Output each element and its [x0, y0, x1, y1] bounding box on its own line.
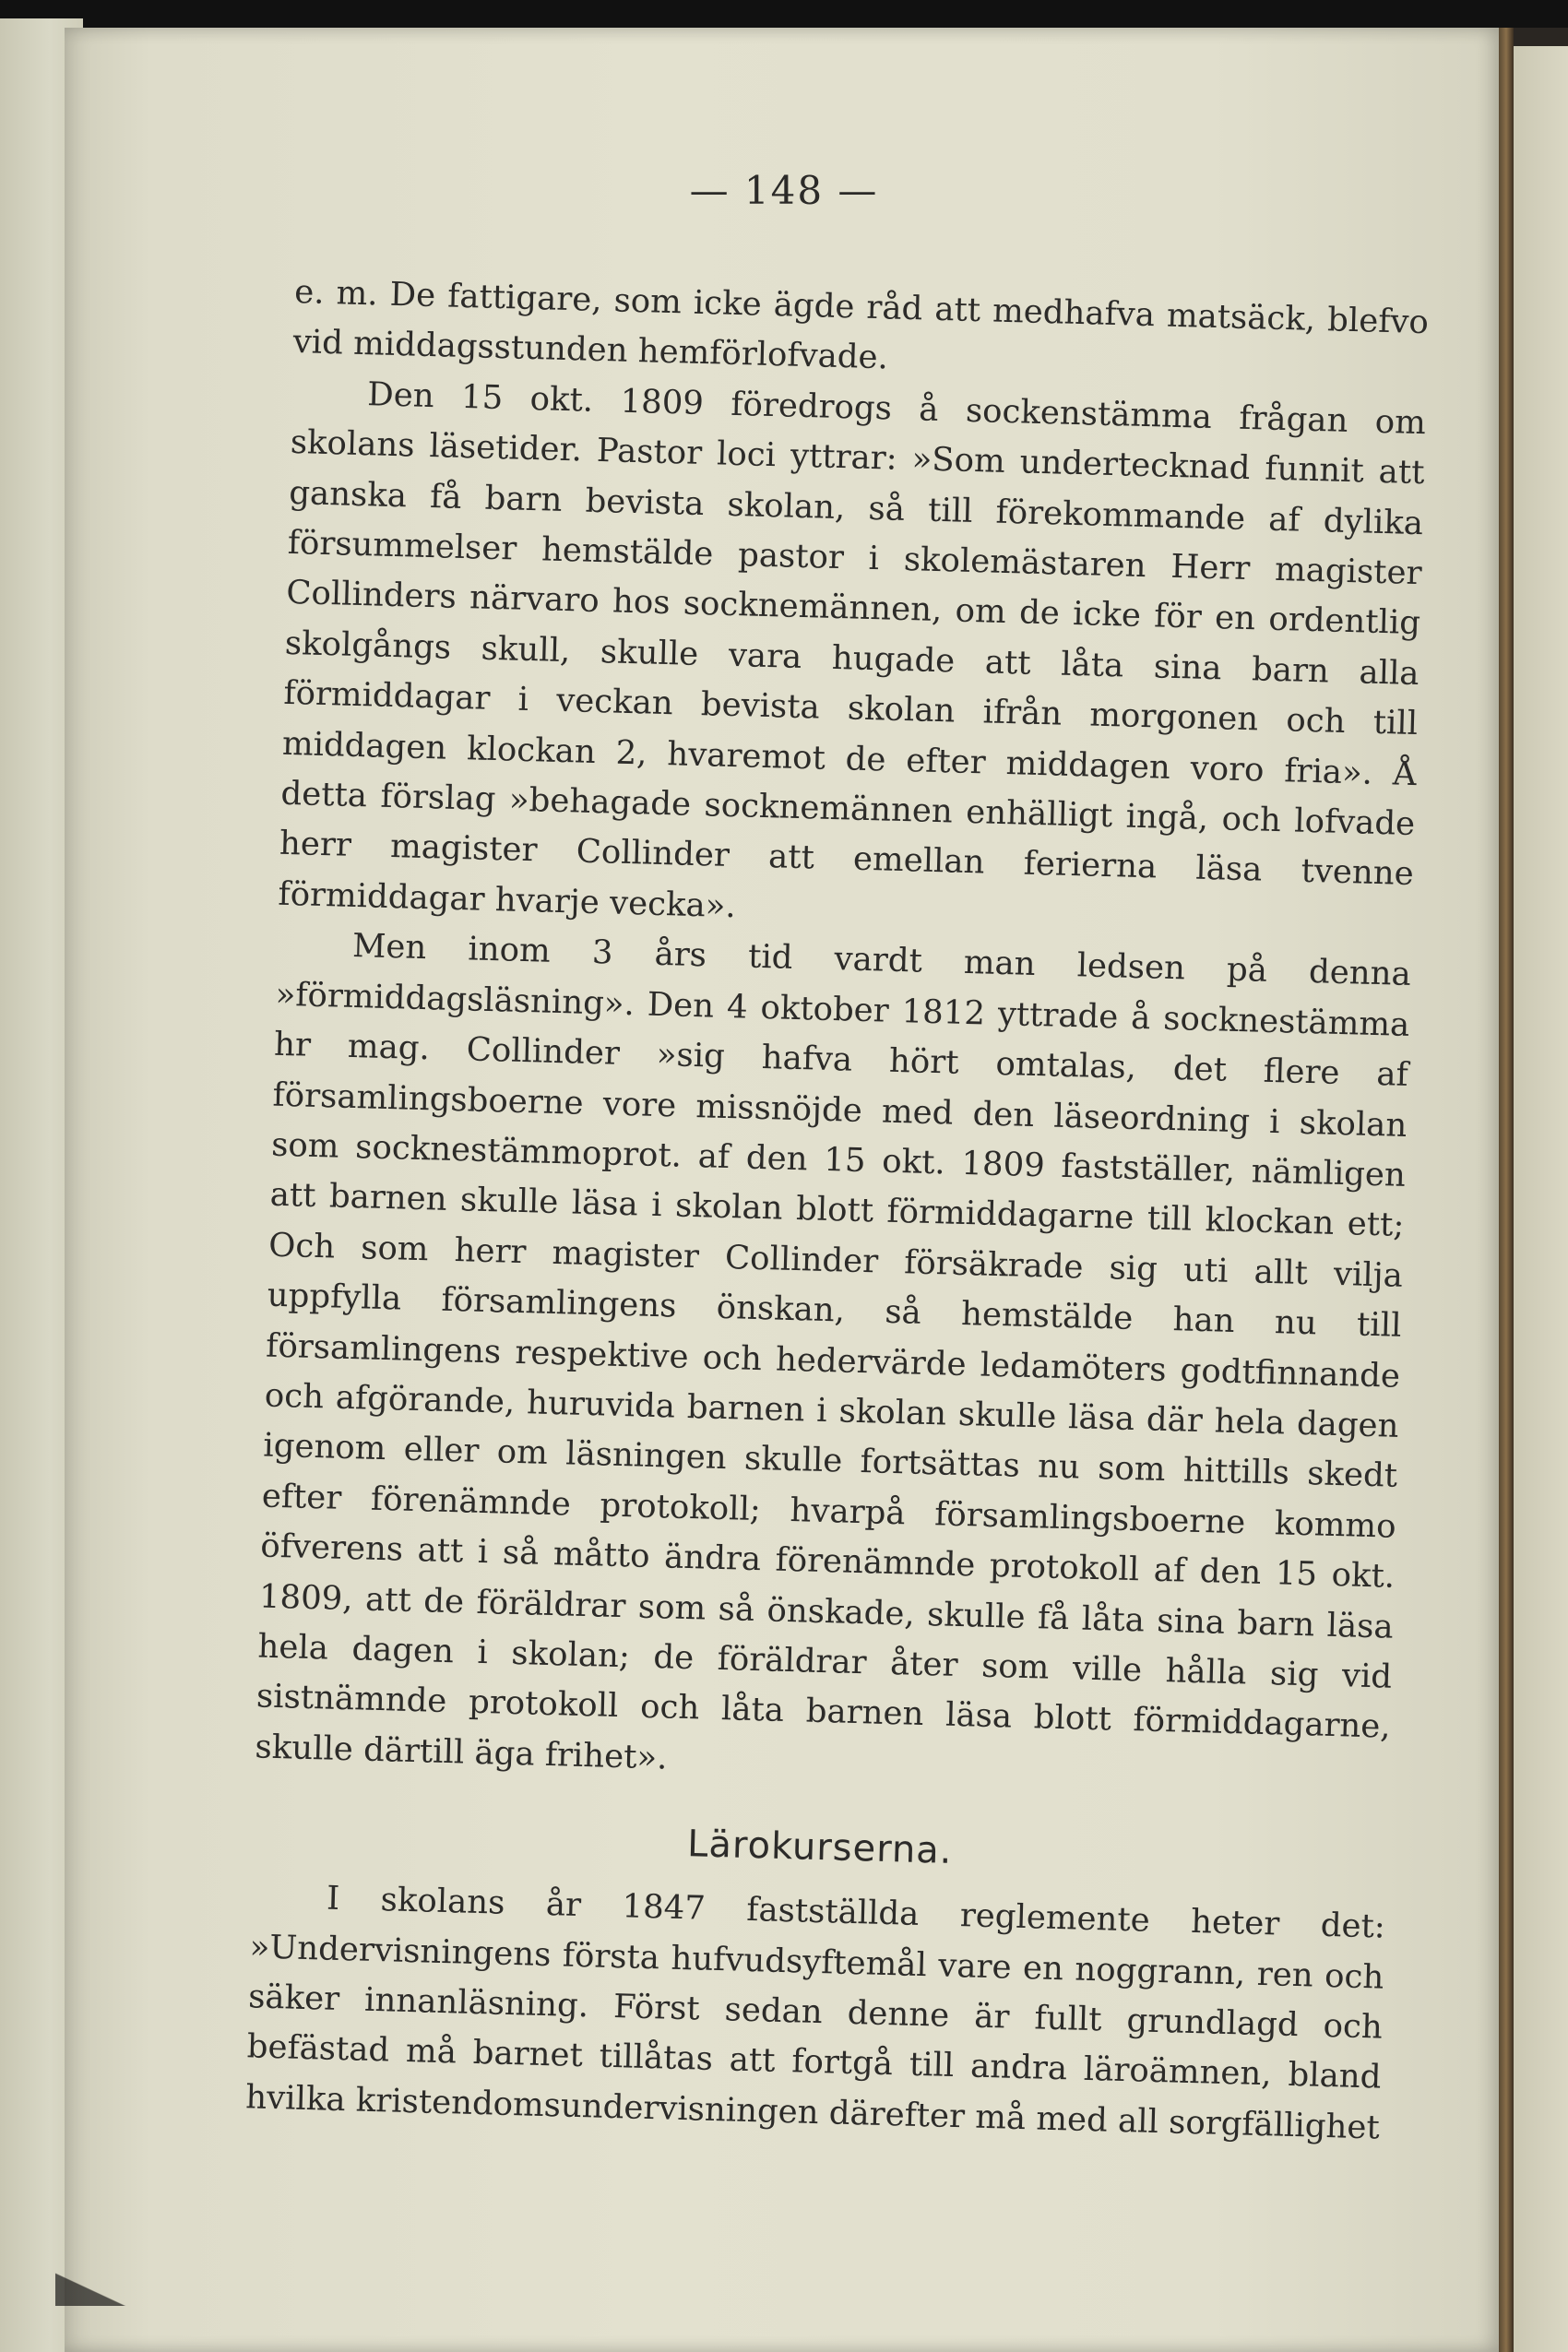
paragraph-continuation: e. m. De fattigare, som icke ägde råd att medhafva matsäck, blefvo vid middagsstunden hemförlofvade.: [292, 272, 1430, 377]
section-paragraph: I skolans år 1847 fastställda reglemente heter det: »Undervisningens första hufvudsyftemål vare en noggrann, ren och säker innanläsning. Först sedan denne är fullt grundlagd och befästad må barnet tillåtas att fortgå till andra läroämnen, bland hvilka kristendomsundervisningen därefter må med all sorgfällighet: [244, 1879, 1386, 2147]
section-heading: Lärokurserna.: [686, 1823, 954, 1873]
adjacent-page-edge: [1514, 46, 1568, 2352]
page-number: — 148 —: [689, 168, 879, 213]
book-gutter: [1499, 28, 1514, 2352]
scan-top-edge: [0, 0, 1568, 28]
paragraph-1809: Den 15 okt. 1809 föredrogs å sockenstämma frågan om skolans läsetider. Pastor loci yttrar: »Som undertecknad funnit att ganska få barn bevista skolan, så till förekommande af dylika försummelser hemstälde pastor i skolemästaren Herr magister Collinders närvaro hos socknemännen, om de icke för en ordentlig skolgångs skull, skulle vara hugade att låta sina barn alla förmiddagar i veckan bevista skolan ifrån morgonen och till middagen klockan 2, hvaremot de efter middagen voro fria». Å detta förslag »behagade socknemännen enhälligt ingå, och lofvade herr magister Collinder att emellan ferierna läsa tvenne förmiddagar hvarje vecka».: [278, 374, 1427, 926]
scan-corner-shadow: [55, 2251, 166, 2306]
paragraph-1812: Men inom 3 års tid vardt man ledsen på denna »förmiddagsläsning». Den 4 oktober 1812 yttrade å socknestämma hr mag. Collinder »sig hafva hört omtalas, det flere af församlingsboerne vore missnöjde med den läseordning i skolan som socknestämmoprot. af den 15 okt. 1809 fastställer, nämligen att barnen skulle läsa i skolan blott förmiddagarne till klockan ett; Och som herr magister Collinder försäkrade sig uti allt vilja uppfylla församlingens önskan, så hemstälde han nu till församlingens respektive och hedervärde ledamöters godtfinnande och afgörande, huruvida barnen i skolan skulle läsa där hela dagen igenom eller om läsningen skulle fortsättas nu som hittills skedt efter förenämnde protokoll; hvarpå församlingsboerne kommo öfverens att i så måtto ändra förenämnde protokoll af den 15 okt. 1809, att de föräldrar som så önskade, skulle få låta sina barn läsa hela dagen i skolan; de föräldrar åter som ville hålla sig vid sistnämnde protokoll och låta barnen läsa blott förmiddagarne, skulle därtill äga frihet».: [255, 927, 1412, 1777]
body-text: [245, 267, 1430, 2154]
